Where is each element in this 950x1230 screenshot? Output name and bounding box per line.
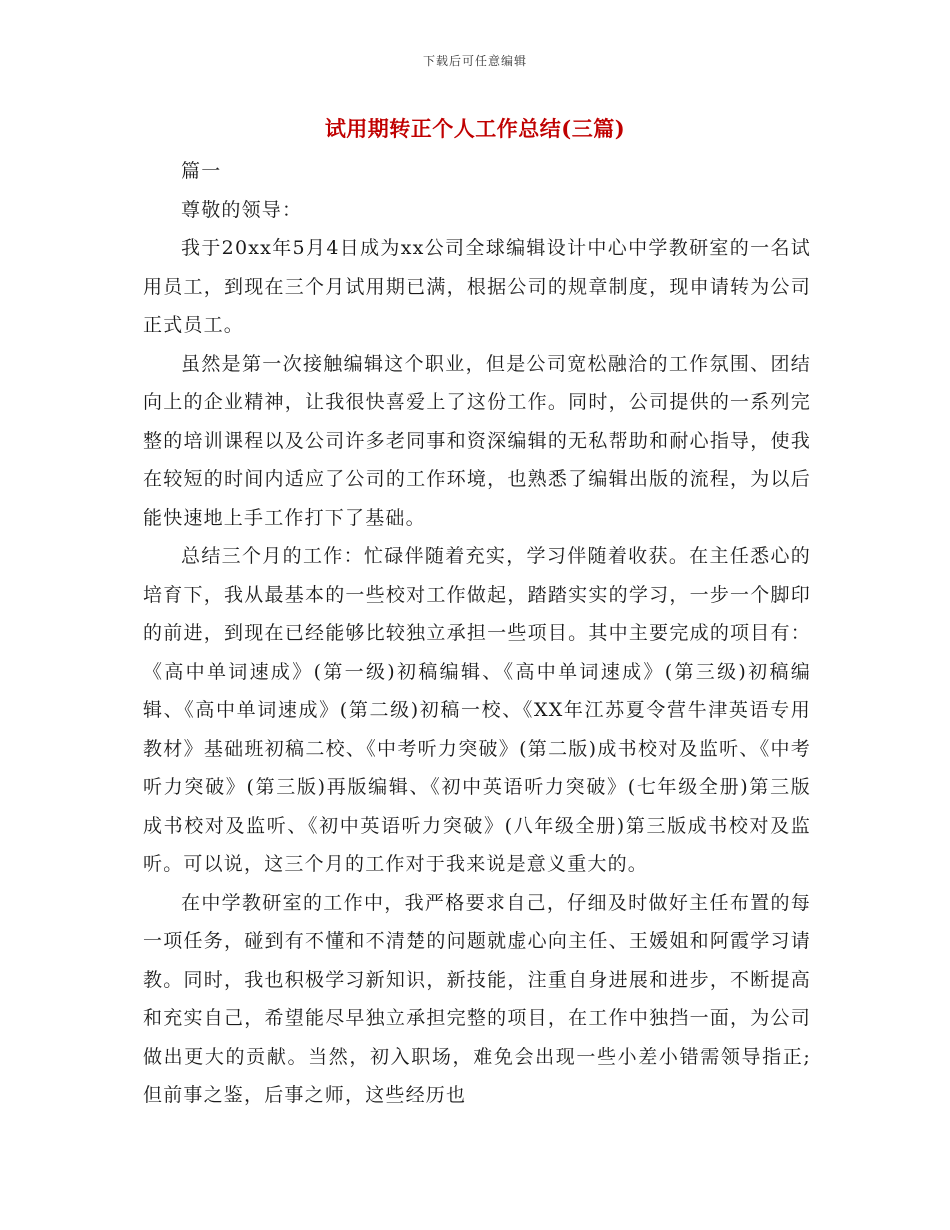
salutation: 尊敬的领导： bbox=[181, 198, 303, 221]
paragraph-self-improvement: 在中学教研室的工作中，我严格要求自己，仔细及时做好主任布置的每一项任务，碰到有不懂和不清楚的问题就虚心向主任、王媛姐和阿霞学习请教。同时，我也积极学习新知识，新技能，注重自身进展和进步，不断提高和充实自己，希望能尽早独立承担完整的项目，在工作中独挡一面，为公司做出更大的贡献。当然，初入职场，难免会出现一些小差小错需领导指正;但前事之鉴，后事之师，这些经历也 bbox=[143, 891, 811, 1106]
paragraph-intro: 我于20xx年5月4日成为xx公司全球编辑设计中心中学教研室的一名试用员工，到现在三个月试用期已满，根据公司的规章制度，现申请转为公司正式员工。 bbox=[143, 237, 811, 336]
paragraph-environment: 虽然是第一次接触编辑这个职业，但是公司宽松融洽的工作氛围、团结向上的企业精神，让我很快喜爱上了这份工作。同时，公司提供的一系列完整的培训课程以及公司许多老同事和资深编辑的无私帮助和耐心指导，使我在较短的时间内适应了公司的工作环境，也熟悉了编辑出版的流程，为以后能快速地上手工作打下了基础。 bbox=[143, 352, 811, 529]
document-title: 试用期转正个人工作总结(三篇) bbox=[324, 116, 626, 141]
document-body bbox=[143, 152, 811, 1115]
paragraph-summary: 总结三个月的工作：忙碌伴随着充实，学习伴随着收获。在主任悉心的培育下，我从最基本的一些校对工作做起，踏踏实实的学习，一步一个脚印的前进，到现在已经能够比较独立承担一些项目。其中主要完成的项目有：《高中单词速成》(第一级)初稿编辑、《高中单词速成》(第三级)初稿编辑、《高中单词速成》(第二级)初稿一校、《XX年江苏夏令营牛津英语专用教材》基础班初稿二校、《中考听力突破》(第二版)成书校对及监听、《中考听力突破》(第三版)再版编辑、《初中英语听力突破》(七年级全册)第三版成书校对及监听、《初中英语听力突破》(八年级全册)第三版成书校对及监听。可以说，这三个月的工作对于我来说是意义重大的。 bbox=[143, 545, 811, 875]
download-note: 下载后可任意编辑 bbox=[422, 54, 527, 68]
section-label: 篇一 bbox=[181, 160, 222, 182]
